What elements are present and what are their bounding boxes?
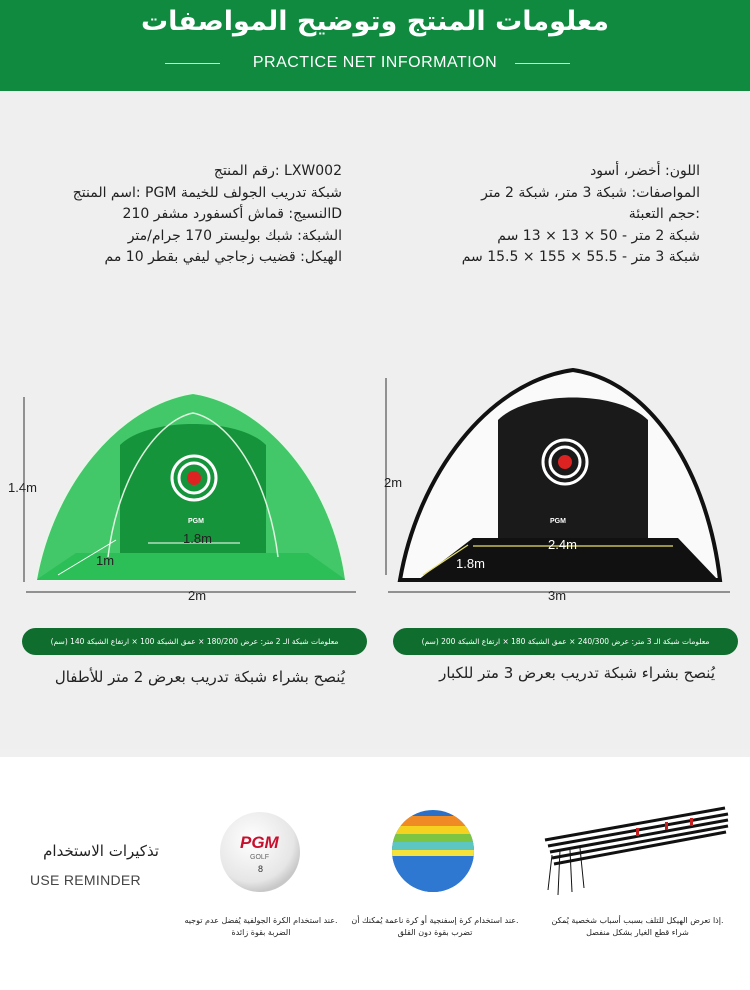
reminder-title: تذكيرات الاستخدام	[43, 842, 159, 860]
spec-line: Dالنسيج: قماش أكسفورد مشفر 210	[122, 206, 342, 222]
header-subtitle: PRACTICE NET INFORMATION	[252, 54, 498, 71]
spec-line: اللون: أخضر، أسود	[590, 163, 700, 179]
black-tent-advice: يُنصح بشراء شبكة تدريب بعرض 3 متر للكبار	[439, 664, 715, 682]
inner-width-label: 2.4m	[548, 537, 577, 552]
width-label: 2m	[188, 588, 207, 603]
spec-line: شبكة تدريب الجولف للخيمة PGM :اسم المنتج	[72, 184, 342, 201]
ball-number: 8	[258, 864, 264, 874]
foam-ball-image	[390, 808, 476, 894]
spec-line: الشبكة: شبك بوليستر 170 جرام/متر	[127, 227, 342, 244]
specs-right	[400, 161, 700, 269]
header-title: معلومات المنتج وتوضيح المواصفات	[141, 6, 609, 37]
spec-line: شبكة 2 متر - 50 × 13 × 13 سم	[497, 227, 700, 244]
green-tent-illustration	[8, 375, 370, 610]
ball-logo: PGM	[240, 833, 279, 852]
spec-line: شبكة 3 متر - 55.5 × 155 × 15.5 سم	[461, 249, 700, 265]
black-tent-illustration	[378, 360, 740, 605]
target-bullseye	[187, 471, 201, 485]
tent-logo: PGM	[550, 518, 566, 525]
height-label: 2m	[384, 475, 403, 490]
tent-logo: PGM	[188, 518, 204, 525]
frame-rods-image	[540, 800, 732, 900]
spec-line: LXW002 :رقم المنتج	[213, 163, 342, 179]
reminder-subtitle: USE REMINDER	[30, 872, 141, 888]
ball-body	[220, 812, 300, 892]
depth-label: 1.8m	[456, 556, 485, 571]
width-label: 3m	[548, 588, 567, 603]
height-label: 1.4m	[8, 480, 37, 495]
specs-left	[12, 161, 342, 269]
tent-target-wall	[498, 398, 648, 543]
inner-width-label: 1.8m	[183, 531, 212, 546]
spec-line: الهيكل: قضيب زجاجي ليفي بقطر 10 مم	[104, 249, 342, 265]
depth-label: 1m	[96, 553, 115, 568]
golf-ball-caption: .عند استخدام الكرة الجولفية يُفضل عدم توجيه الضربة بقوة زائدة	[184, 916, 338, 937]
foam-ball-caption: .عند استخدام كرة إسفنجية أو كرة ناعمة يُمكنك أن تضرب بقوة دون القلق	[351, 916, 519, 937]
header-banner	[0, 0, 750, 91]
spec-line: :حجم التعبئة	[628, 206, 700, 222]
target-bullseye	[558, 455, 572, 469]
ball-sub: GOLF	[250, 854, 270, 861]
black-tent-info-pill: معلومات شبكة الـ 3 متر: عرض 240/300 × عمق الشبكة 180 × ارتفاع الشبكة 200 (سم)	[393, 628, 738, 655]
green-tent-info-pill: معلومات شبكة الـ 2 متر: عرض 180/200 × عمق الشبكة 100 × ارتفاع الشبكة 140 (سم)	[22, 628, 367, 655]
spec-line: المواصفات: شبكة 3 متر، شبكة 2 متر	[481, 184, 700, 201]
header-divider-right	[515, 63, 570, 64]
golf-ball-image	[218, 810, 303, 895]
green-tent-advice: يُنصح بشراء شبكة تدريب بعرض 2 متر للأطفال	[54, 668, 345, 686]
frame-caption: .إذا تعرض الهيكل للتلف بسبب أسباب شخصية يُمكن شراء قطع الغيار بشكل منفصل	[551, 916, 724, 937]
